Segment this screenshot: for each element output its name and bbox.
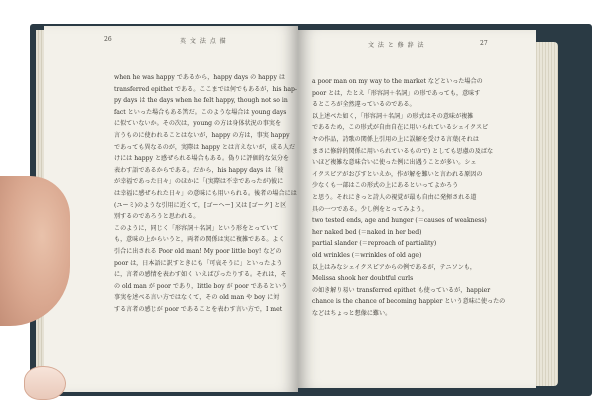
right-page-number: 27 [480, 40, 488, 47]
text-line: a poor man on my way to the market などといった場合の [312, 78, 483, 85]
left-page [44, 26, 298, 392]
text-line: の old man が poor であり，little boy が poor であるという [114, 282, 288, 290]
text-line: このように，同じく「形容詞＋名詞」という形をとっていて [114, 224, 279, 232]
text-line: 言うものに使われることはないが，happy の方は，事実 happy [114, 131, 290, 139]
left-page-number: 26 [104, 36, 112, 43]
text-line: Melissa shook her doubtful curls [312, 275, 414, 283]
text-line: も，意味の上からいうと，両者の関係は実に複雑である。よく [114, 236, 285, 244]
text-line: いほど複雑な意味合いに使った例に出遇うことが多い。シェ [312, 159, 477, 167]
text-line: に似ていないか。その次は，young の方は身体状況の事実を [114, 120, 282, 128]
text-line: であるため，この形式が自由自在に用いられているシェイクスピ [312, 124, 489, 132]
text-line: 少なくも一部はこの形式の上にあるといってよかろう [312, 182, 459, 190]
text-line: 具の一つである。少し例をとってみよう。 [312, 205, 428, 213]
text-line: イクスピアがおびすといえか，作が解を難いと言われる原因の [312, 170, 483, 178]
text-line: 事実を述べる言い方ではなくて，その old man や boy に対 [114, 294, 280, 302]
thumbnail-nail [24, 366, 66, 400]
text-line: 以上述べた如く，「形容詞＋名詞」の形式はその意味が複雑 [312, 112, 474, 120]
left-body-text [114, 72, 297, 315]
text-line: であっても異なるのが，実際は happy とは言えないが，成る人だ [114, 143, 296, 151]
right-running-head: 文 法 と 修 辞 法 [368, 42, 425, 49]
text-line: py days は the days when he felt happy, though not so in [114, 97, 288, 105]
text-line: her naked bed (＝naked in her bed) [312, 228, 422, 236]
left-running-head: 英 文 法 点 描 [180, 38, 227, 45]
text-line: は幸福に感ぜられた日々」の意味にも用いられる。後者の場合には [114, 189, 297, 197]
text-line: two tested ends, age and hunger (＝causes of weakness) [312, 217, 487, 225]
text-line: 引合に出される Poor old man! My poor little boy! などの [114, 247, 282, 255]
text-line: 別するのであろうと思われる。 [114, 213, 200, 221]
right-page [298, 30, 536, 388]
text-line: 表わす語であるからである。だから，his happy days は「彼 [114, 166, 284, 174]
text-line: まさに修辞的関係に用いられているもので) としても思慮の及ばな [312, 147, 494, 155]
text-line: old wrinkles (＝wrinkles of old age) [312, 251, 422, 259]
text-line: と思う。それにきっと詩人の視覚が最も自由に発揮される道 [312, 193, 477, 201]
text-line: 以上はみなシェイクスピアからの例であるが，テニソンも， [312, 263, 476, 271]
text-line: transferred epithet である。ここまでは何でもあるが，his hap- [114, 85, 297, 93]
right-body-text [312, 76, 505, 319]
text-line: poor とは，たとえ「形容詞＋名詞」の形であっても，意味す [312, 89, 481, 97]
text-line: poor は，日本語に訳すときにも「可哀そうに」といったよう [114, 259, 283, 267]
text-line: fact といった場合もある筈だ。このような場合は young days [114, 108, 287, 116]
text-line: の如き解り易い transferred epithet も使っているが，happier [312, 286, 491, 294]
text-line: に，言者の感情を表わす如く いえばぴったりする。それは，そ [114, 271, 287, 279]
right-page-stack [534, 42, 558, 386]
text-line: けには happy と感ぜられる場合もある。偽りに評価的な気分を [114, 155, 290, 163]
text-line: する言者の感じが poor であることを表わす言い方で，I met [114, 305, 283, 313]
text-line: when he was happy であるから，happy days の happy は [114, 74, 285, 81]
text-line: (ユーミ)のような引用に近くて，[ゴーヘー] 又は [ゴーク] と区 [114, 201, 287, 209]
text-line: などはちょっと想像に難い。 [312, 309, 392, 317]
text-line: ヤの作品，詩歌の関係上引用の上に誤解を受ける言葉(それは [312, 135, 479, 143]
text-line: partial slander (＝reproach of partiality) [312, 240, 437, 248]
text-line: が幸福であった日々」のほかに「(実際は不幸であったが)彼に [114, 178, 284, 186]
text-line: chance is the chance of becoming happier という意味に使ったの [312, 298, 506, 306]
text-line: るところが全然違っているのである。 [312, 101, 416, 109]
